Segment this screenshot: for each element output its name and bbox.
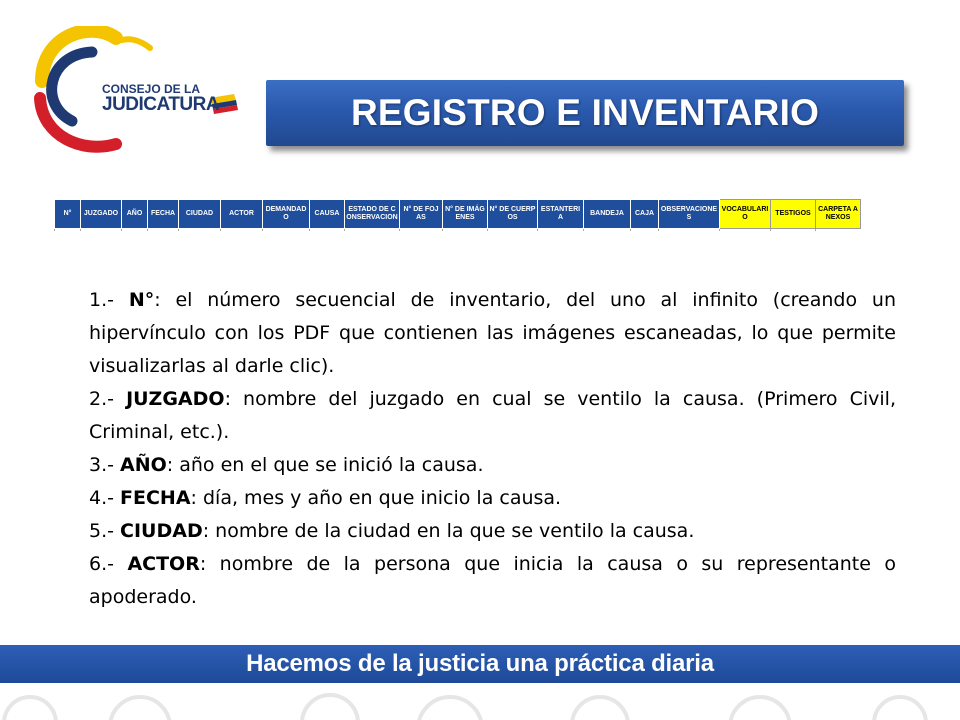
field-description-item (89, 383, 896, 449)
footer-decoration (0, 683, 960, 720)
table-empty-cell (122, 229, 148, 232)
table-empty-cell (148, 229, 179, 232)
table-empty-cell (179, 229, 221, 232)
field-description-item (89, 515, 896, 548)
table-header-row (55, 200, 861, 229)
table-empty-cell (221, 229, 263, 232)
table-empty-cell (771, 229, 816, 232)
table-header-cell: ESTADO DE CONSERVACION (345, 200, 400, 229)
table-header-cell: BANDEJA (584, 200, 631, 229)
footer-slogan: Hacemos de la justicia una práctica diaria (246, 650, 714, 677)
table-empty-cell (400, 229, 443, 232)
table-header-cell: CARPETA ANEXOS (816, 200, 861, 229)
table-empty-cell (263, 229, 310, 232)
footer-bar (0, 645, 960, 683)
table-header-cell: ESTANTERIA (538, 200, 584, 229)
table-header-cell: N° (55, 200, 81, 229)
item-term: AÑO (120, 454, 167, 476)
table-empty-cell (55, 229, 81, 232)
table-empty-cell (538, 229, 584, 232)
table-header-cell: DEMANDADO (263, 200, 310, 229)
table-header-cell: VOCABULARIO (720, 200, 771, 229)
field-description-item (89, 284, 896, 383)
table-header-cell: N° DE IMÁGENES (443, 200, 488, 229)
table-empty-cell (816, 229, 861, 232)
field-description-item (89, 482, 896, 515)
item-text: : año en el que se inició la causa. (166, 454, 484, 476)
table-empty-cell (720, 229, 771, 232)
item-term: CIUDAD (120, 520, 203, 542)
table-header-cell: N° DE FOJAS (400, 200, 443, 229)
consejo-judicatura-logo (30, 26, 250, 161)
table-empty-cell (659, 229, 720, 232)
item-number: 6.- (89, 553, 128, 575)
page-title: REGISTRO E INVENTARIO (350, 92, 820, 133)
item-number: 2.- (89, 388, 127, 410)
table-empty-cell (443, 229, 488, 232)
item-text: : el número secuencial de inventario, del uno al infinito (creando un hipervínculo con los PDF que contienen las imágenes escaneadas, lo que permite visualizarlas al darle clic). (89, 289, 896, 377)
item-term: N° (128, 289, 155, 311)
table-header-cell: CAUSA (310, 200, 345, 229)
table-header-cell: FECHA (148, 200, 179, 229)
logo-line-1: CONSEJO DE LA (102, 82, 201, 96)
table-header-cell: ACTOR (221, 200, 263, 229)
table-empty-cell (631, 229, 659, 232)
table-header-cell: OBSERVACIONES (659, 200, 720, 229)
logo-line-2: JUDICATURA (102, 94, 220, 115)
field-description-item (89, 548, 896, 614)
item-number: 1.- (89, 289, 129, 311)
item-text: : día, mes y año en que inicio la causa. (190, 487, 562, 509)
table-header-cell: JUZGADO (81, 200, 122, 229)
field-descriptions (89, 284, 896, 614)
table-header-cell: CIUDAD (179, 200, 221, 229)
table-empty-cell (81, 229, 122, 232)
table-header-cell: TESTIGOS (771, 200, 816, 229)
item-text: : nombre de la ciudad en la que se ventilo la causa. (202, 520, 695, 542)
item-text: : nombre del juzgado en cual se ventilo la causa. (Primero Civil, Criminal, etc.). (89, 388, 896, 443)
table-empty-cell (488, 229, 538, 232)
title-banner (266, 80, 904, 146)
inventory-header-table (54, 199, 861, 231)
item-number: 4.- (89, 487, 121, 509)
field-description-item (89, 449, 896, 482)
table-empty-cell (584, 229, 631, 232)
item-term: JUZGADO (126, 388, 225, 410)
item-term: ACTOR (127, 553, 200, 575)
item-number: 5.- (89, 520, 121, 542)
item-term: FECHA (120, 487, 191, 509)
table-header-cell: CAJA (631, 200, 659, 229)
table-header-cell: N° DE CUERPOS (488, 200, 538, 229)
table-empty-cell (345, 229, 400, 232)
item-number: 3.- (89, 454, 121, 476)
item-text: : nombre de la persona que inicia la causa o su representante o apoderado. (89, 553, 896, 608)
table-empty-row (55, 229, 861, 232)
table-empty-cell (310, 229, 345, 232)
table-header-cell: AÑO (122, 200, 148, 229)
